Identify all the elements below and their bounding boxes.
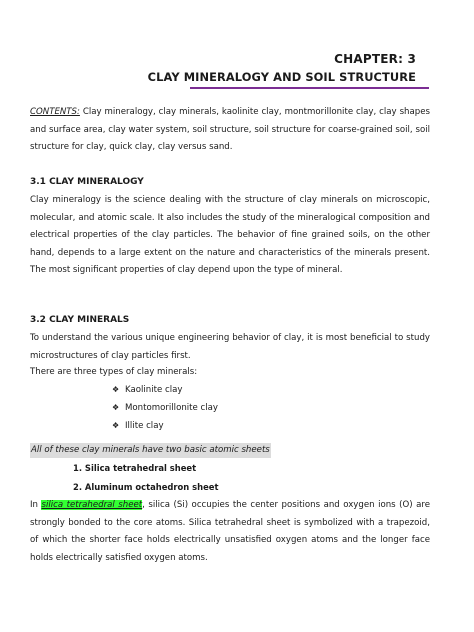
diamond-bullet-icon: ❖ bbox=[112, 385, 120, 394]
section2-intro: To understand the various unique engineering behavior of clay, it is most beneficial to study microstructures of clay particles first. bbox=[30, 333, 430, 361]
diamond-bullet-icon: ❖ bbox=[112, 421, 120, 431]
list-item: ❖ Kaolinite clay bbox=[112, 381, 218, 399]
clay-types-list bbox=[112, 381, 218, 436]
list-item: 1. Silica tetrahedral sheet bbox=[73, 463, 197, 473]
title-underline bbox=[190, 87, 429, 89]
chapter-number: CHAPTER: 3 bbox=[334, 52, 416, 66]
atomic-sheets-list bbox=[73, 459, 219, 497]
list-item: ❖ Illite clay bbox=[112, 417, 218, 435]
contents-paragraph bbox=[30, 104, 430, 157]
silica-sheet-paragraph: In silica tetrahedral sheet, silica (Si) occupies the center positions and oxygen ions (O) are strongly bonded to the core atoms. Silica tetrahedral sheet is symbolized with a trapezoid, of which the shorter face holds electrically unsatisfied oxygen atoms and the longer face holds electrically satisfied oxygen atoms. bbox=[30, 500, 430, 563]
types-intro-line: There are three types of clay minerals: bbox=[30, 367, 198, 377]
diamond-bullet-icon: ❖ bbox=[112, 403, 120, 413]
section-heading-clay-mineralogy: 3.1 CLAY MINERALOGY bbox=[30, 177, 144, 187]
highlighted-statement: All of these clay minerals have two basic atomic sheets bbox=[30, 443, 271, 458]
list-item: ❖ Montomorillonite clay bbox=[112, 399, 218, 417]
section-heading-clay-minerals: 3.2 CLAY MINERALS bbox=[30, 315, 130, 325]
contents-text: Clay mineralogy, clay minerals, kaolinite clay, montmorillonite clay, clay shapes and surface area, clay water system, soil structure, soil structure for coarse-grained soil, soil structure for clay, quick clay, clay versus sand. bbox=[30, 107, 430, 152]
section1-paragraph: Clay mineralogy is the science dealing with the structure of clay minerals on microscopic, molecular, and atomic scale. It also includes the study of the mineralogical composition and electrical properties of the clay particles. The behavior of fine grained soils, on the other hand, depends to a large extent on the nature and characteristics of the minerals present. The most significant properties of clay depend upon the type of mineral. bbox=[30, 195, 430, 275]
chapter-title: CLAY MINERALOGY AND SOIL STRUCTURE bbox=[147, 70, 416, 84]
contents-label: CONTENTS: bbox=[30, 107, 80, 117]
list-item: 2. Aluminum octahedron sheet bbox=[73, 482, 219, 492]
highlighted-term: silica tetrahedral sheet bbox=[41, 500, 143, 510]
